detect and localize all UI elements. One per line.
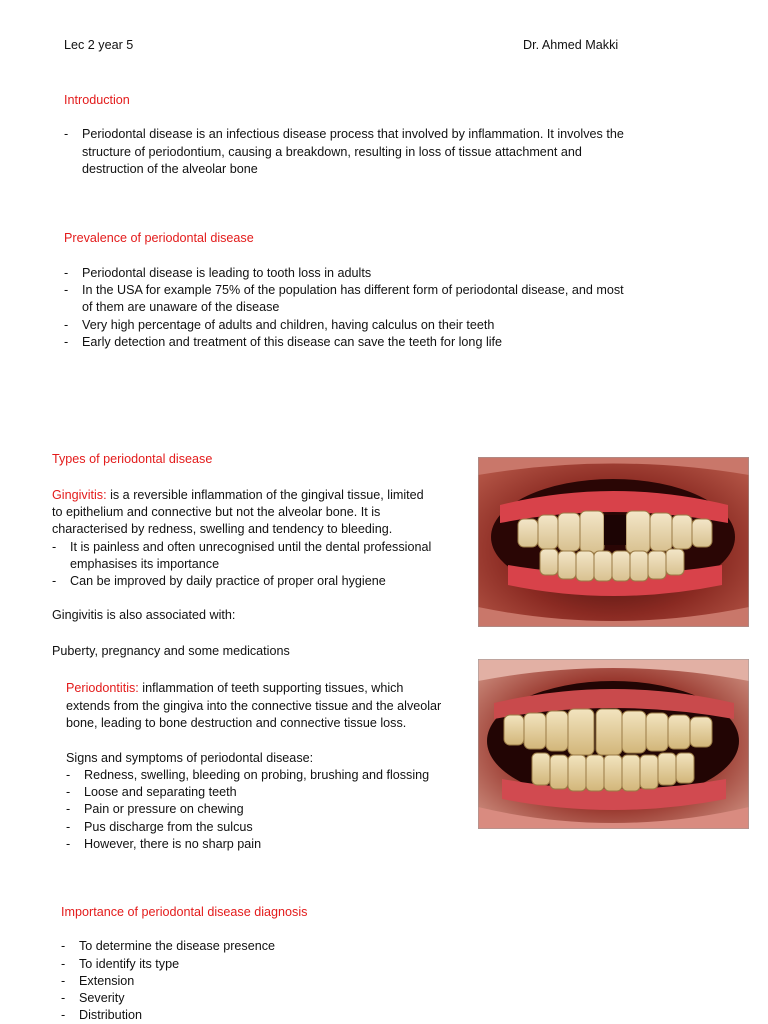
intro-line: Periodontal disease is an infectious disease process that involved by inflammation. It involves the: [82, 127, 624, 141]
periodontitis-text: bone, leading to bone destruction and connective tissue loss.: [66, 716, 407, 730]
bullet-dash: -: [64, 266, 69, 280]
prevalence-heading: Prevalence of periodontal disease: [64, 231, 254, 245]
diagnosis-item: To determine the disease presence: [79, 939, 276, 953]
gingivitis-text: is a reversible inflammation of the gingival tissue, limited: [106, 488, 424, 502]
prevalence-item: Very high percentage of adults and children, having calculus on their teeth: [82, 318, 495, 332]
types-heading: Types of periodontal disease: [52, 452, 213, 466]
gingivitis-bullet-cont: emphasises its importance: [70, 557, 220, 571]
prevalence-item: Early detection and treatment of this disease can save the teeth for long life: [82, 335, 503, 349]
bullet-dash: -: [61, 991, 66, 1005]
sign-item: Loose and separating teeth: [84, 785, 237, 799]
gingivitis-text: characterised by redness, swelling and tendency to bleeding.: [52, 522, 393, 536]
bullet-dash: -: [52, 574, 57, 588]
gingivitis-association-list: Puberty, pregnancy and some medications: [52, 644, 290, 658]
gingivitis-photo: [478, 457, 749, 627]
prevalence-item: Periodontal disease is leading to tooth loss in adults: [82, 266, 372, 280]
bullet-dash: -: [52, 540, 57, 554]
gingivitis-bullet: Can be improved by daily practice of proper oral hygiene: [70, 574, 386, 588]
author-name: Dr. Ahmed Makki: [523, 38, 619, 52]
bullet-dash: -: [64, 335, 69, 349]
diagnosis-item: Severity: [79, 991, 125, 1005]
bullet-dash: -: [61, 939, 66, 953]
diagnosis-item: Extension: [79, 974, 135, 988]
gingivitis-text: to epithelium and connective but not the alveolar bone. It is: [52, 505, 381, 519]
periodontitis-photo: [478, 659, 749, 829]
gingivitis-label: Gingivitis:: [52, 488, 107, 502]
bullet-dash: -: [66, 802, 71, 816]
bullet-dash: -: [61, 957, 66, 971]
sign-item: However, there is no sharp pain: [84, 837, 262, 851]
bullet-dash: -: [64, 283, 69, 297]
diagnosis-item: Distribution: [79, 1008, 142, 1022]
periodontitis-definition: [66, 680, 403, 697]
bullet-dash: -: [66, 768, 71, 782]
lecture-label: Lec 2 year 5: [64, 38, 134, 52]
bullet-dash: -: [61, 1008, 66, 1022]
gingivitis-bullet: It is painless and often unrecognised until the dental professional: [70, 540, 432, 554]
gingivitis-definition: [52, 487, 424, 504]
bullet-dash: -: [66, 785, 71, 799]
bullet-dash: -: [66, 837, 71, 851]
bullet-dash: -: [61, 974, 66, 988]
diagnosis-item: To identify its type: [79, 957, 180, 971]
sign-item: Redness, swelling, bleeding on probing, brushing and flossing: [84, 768, 430, 782]
bullet-dash: -: [64, 127, 69, 141]
intro-heading: Introduction: [64, 93, 130, 107]
periodontitis-text: extends from the gingiva into the connective tissue and the alveolar: [66, 699, 442, 713]
diagnosis-heading: Importance of periodontal disease diagnosis: [61, 905, 308, 919]
periodontitis-text: inflammation of teeth supporting tissues, which: [138, 681, 404, 695]
prevalence-item: In the USA for example 75% of the population has different form of periodontal disease, and most: [82, 283, 624, 297]
signs-heading: Signs and symptoms of periodontal disease:: [66, 751, 314, 765]
bullet-dash: -: [64, 318, 69, 332]
prevalence-item-cont: of them are unaware of the disease: [82, 300, 280, 314]
gingivitis-association: Gingivitis is also associated with:: [52, 608, 236, 622]
sign-item: Pus discharge from the sulcus: [84, 820, 253, 834]
intro-line: structure of periodontium, causing a breakdown, resulting in loss of tissue attachment and: [82, 145, 582, 159]
sign-item: Pain or pressure on chewing: [84, 802, 244, 816]
bullet-dash: -: [66, 820, 71, 834]
intro-line: destruction of the alveolar bone: [82, 162, 258, 176]
periodontitis-label: Periodontitis:: [66, 681, 139, 695]
